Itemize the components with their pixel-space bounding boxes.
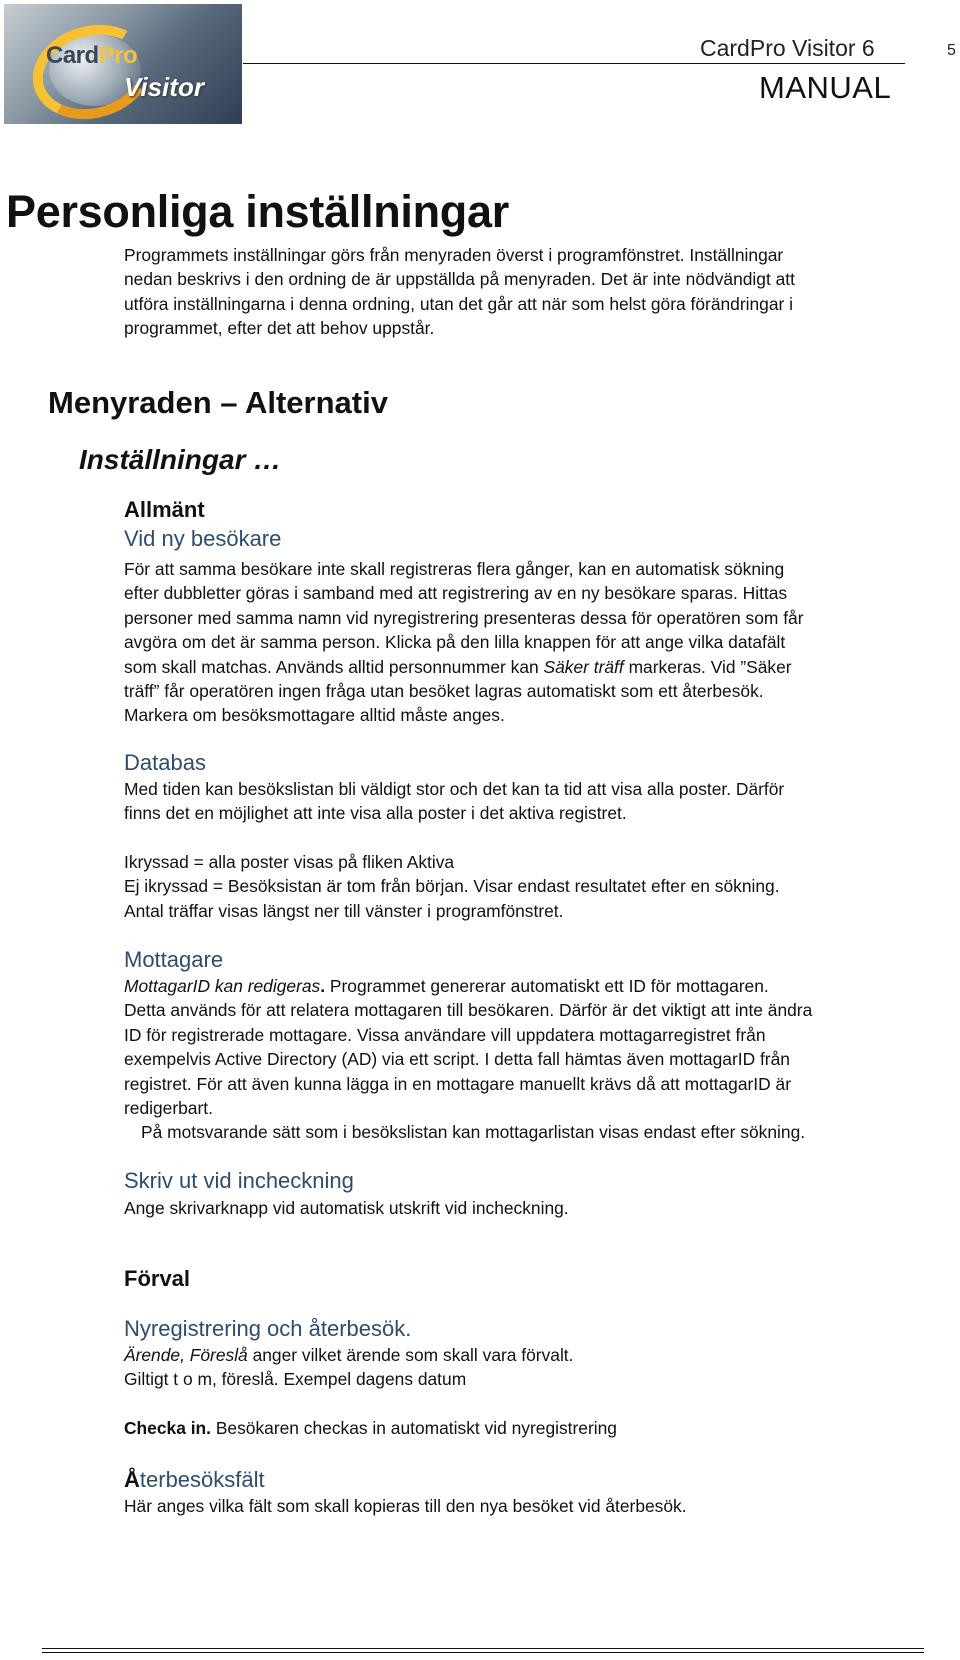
subsection-heading-installningar: Inställningar … <box>79 444 282 475</box>
paragraph-nyregistrering <box>124 1343 960 1392</box>
emphasis-mottagarid: MottagarID kan redigeras <box>124 976 321 996</box>
section-heading-menyraden: Menyraden – Alternativ <box>48 385 388 420</box>
paragraph-aterbesoksfalt <box>124 1494 960 1518</box>
page-title: Personliga inställningar <box>6 186 509 237</box>
text-line: Ärende, Föreslå anger vilket ärende som skall vara förvalt. <box>124 1345 574 1365</box>
footer-rule-top <box>42 1648 924 1649</box>
text-line: MottagarID kan redigeras. Programmet genererar automatiskt ett ID för mottagaren. <box>124 976 769 996</box>
heading-vid-ny-besokare: Vid ny besökare <box>124 526 282 551</box>
heading-databas: Databas <box>124 750 206 775</box>
heading-skriv-ut: Skriv ut vid incheckning <box>124 1168 354 1193</box>
heading-allmant: Allmänt <box>124 497 205 522</box>
heading-aterbesoksfalt: Återbesöksfält <box>124 1467 265 1492</box>
bold-checka-in: Checka in. <box>124 1418 211 1438</box>
paragraph-skriv-ut <box>124 1196 960 1220</box>
intro-paragraph <box>124 243 960 341</box>
text-line: Ikryssad = alla poster visas på fliken Aktiva <box>124 852 455 872</box>
header-rule <box>243 63 905 64</box>
header-title: CardPro Visitor 6 <box>700 35 875 61</box>
emphasis-saker-traff: Säker träff <box>543 656 624 677</box>
page-number: 5 <box>947 42 956 59</box>
paragraph-mottagare <box>124 974 960 1145</box>
text-line: Ange skrivarknapp vid automatisk utskrift vid incheckning. <box>124 1198 569 1218</box>
text-line: För att samma besökare inte skall registreras flera gånger, kan en automatisk sökning <box>124 559 785 579</box>
paragraph-vid-ny-besokare <box>124 557 960 728</box>
text-line: På motsvarande sätt som i besökslistan kan mottagarlistan visas endast efter sökning. <box>141 1122 806 1143</box>
text-line: Checka in. Besökaren checkas in automatiskt vid nyregistrering <box>124 1418 617 1438</box>
text-line: finns det en möjlighet att inte visa alla poster i det aktiva registret. <box>124 803 627 824</box>
paragraph-databas <box>124 777 960 826</box>
text-line: Ej ikryssad = Besöksistan är tom från början. Visar endast resultatet efter en sökning. <box>124 876 780 897</box>
text-line: Giltigt t o m, föreslå. Exempel dagens datum <box>124 1369 467 1390</box>
text-line: som skall matchas. Används alltid personnummer kan Säker träff markeras. Vid ”Säker <box>124 656 792 677</box>
text-line: Här anges vilka fält som skall kopieras till den nya besöket vid återbesök. <box>124 1496 687 1516</box>
text-line: exempelvis Active Directory (AD) via ett script. I detta fall hämtas även mottagarID från <box>124 1049 790 1070</box>
intro-line: Programmets inställningar görs från menyraden överst i programfönstret. Inställningar <box>124 245 784 265</box>
header-subtitle: MANUAL <box>759 70 892 105</box>
intro-line: programmet, efter det att behov uppstår. <box>124 318 435 339</box>
text-line: Antal träffar visas längst ner till vänster i programfönstret. <box>124 900 564 921</box>
text-line: Detta används för att relatera mottagaren till besökaren. Därför är det viktigt att inte ändra <box>124 1000 813 1021</box>
text-line: avgöra om det är samma person. Klicka på den lilla knappen för att ange vilka datafält <box>124 632 786 653</box>
heading-nyregistrering: Nyregistrering och återbesök. <box>124 1316 412 1341</box>
intro-line: utföra inställningarna i denna ordning, utan det går att när som helst göra förändringar i <box>124 293 793 314</box>
paragraph-databas-options <box>124 850 960 923</box>
text-line: träff” får operatören ingen fråga utan besöket lagras automatiskt som ett återbesök. <box>124 681 764 702</box>
footer-rule-bottom <box>42 1652 924 1653</box>
emphasis-arende-forsla: Ärende, Föreslå <box>124 1345 248 1365</box>
text-line: registret. För att även kunna lägga in en mottagare manuellt krävs då att mottagarID är <box>124 1073 791 1094</box>
text-line: efter dubbletter göras i samband med att registrering av en ny besökare sparas. Hittas <box>124 583 788 604</box>
heading-mottagare: Mottagare <box>124 947 224 972</box>
text-line: Med tiden kan besökslistan bli väldigt stor och det kan ta tid att visa alla poster. Därför <box>124 779 785 799</box>
heading-forval: Förval <box>124 1266 191 1291</box>
logo-text-cardpro: CardPro <box>46 42 138 69</box>
text-line: personer med samma namn vid nyregistrering presenteras dessa för operatören som får <box>124 607 804 628</box>
paragraph-checka-in <box>124 1416 960 1440</box>
logo-text-visitor: Visitor <box>124 72 204 102</box>
cardpro-visitor-logo <box>4 4 242 124</box>
text-line: redigerbart. <box>124 1098 213 1119</box>
text-line: Markera om besöksmottagare alltid måste anges. <box>124 705 505 726</box>
text-line: ID för registrerade mottagare. Vissa användare vill uppdatera mottagarregistret från <box>124 1024 766 1045</box>
intro-line: nedan beskrivs i den ordning de är uppställda på menyraden. Det är inte nödvändigt att <box>124 269 795 290</box>
